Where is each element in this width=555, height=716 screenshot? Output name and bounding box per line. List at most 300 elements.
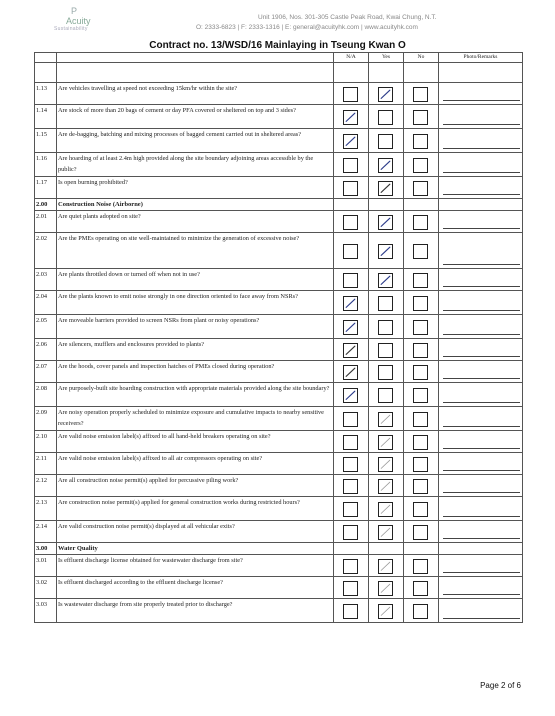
item-question: Are vehicles travelling at speed not exceeding 15km/hr within the site? [57,83,334,105]
item-number: 2.14 [35,521,57,543]
checkbox-na[interactable] [343,525,358,540]
checklist-row [35,291,523,315]
item-question: Are valid noise emission label(s) affixed to all hand-held breakers operating on site? [57,431,334,453]
check-mark-icon [379,605,392,618]
checkbox-yes[interactable] [378,581,393,596]
item-number: 1.17 [35,177,57,199]
item-number: 2.02 [35,233,57,269]
checkbox-cell-na [334,577,369,599]
checkbox-na[interactable] [343,244,358,259]
item-number: 3.03 [35,599,57,623]
check-mark-icon [344,366,357,379]
item-question: Are purposely-built site hoarding construction with appropriate materials provided along the site boundary? [57,383,334,407]
item-number: 2.06 [35,339,57,361]
check-mark-icon [379,159,392,172]
check-mark-icon [344,297,357,310]
blank-cell [439,63,523,83]
checkbox-na[interactable] [343,365,358,380]
checkbox-cell-yes [369,153,404,177]
item-number: 2.03 [35,269,57,291]
checkbox-yes[interactable] [378,604,393,619]
remarks-line[interactable] [443,618,520,619]
checkbox-no[interactable] [413,87,428,102]
checkbox-cell-no [404,521,439,543]
item-number: 3.01 [35,555,57,577]
checkbox-no[interactable] [413,110,428,125]
item-number: 1.13 [35,83,57,105]
checkbox-cell-yes [369,315,404,339]
check-mark-icon [379,526,392,539]
remarks-cell [439,407,523,431]
checkbox-yes[interactable] [378,479,393,494]
remarks-cell [439,453,523,475]
checkbox-na[interactable] [343,559,358,574]
check-mark-icon [379,560,392,573]
checkbox-cell-yes [369,83,404,105]
checklist-row [35,105,523,129]
checklist-row [35,269,523,291]
checkbox-cell-no [404,555,439,577]
check-mark-icon [379,458,392,471]
item-question: Are the plants known to emit noise strongly in one direction oriented to face away from NSRs? [57,291,334,315]
checkbox-cell-yes [369,383,404,407]
checkbox-cell-na [334,177,369,199]
checkbox-cell-no [404,497,439,521]
checkbox-cell-yes [369,105,404,129]
checkbox-cell-yes [369,291,404,315]
checkbox-na[interactable] [343,87,358,102]
checkbox-cell-no [404,269,439,291]
checkbox-cell-no [404,577,439,599]
item-question: Are valid construction noise permit(s) displayed at all vehicular exits? [57,521,334,543]
checkbox-na[interactable] [343,296,358,311]
item-number: 1.15 [35,129,57,153]
checkbox-cell-no [404,233,439,269]
document-title: Contract no. 13/WSD/16 Mainlaying in Tseung Kwan O [149,40,406,51]
section-title: Construction Noise (Airborne) [57,199,334,211]
checklist-row [35,555,523,577]
checkbox-cell-na [334,233,369,269]
checkbox-na[interactable] [343,320,358,335]
item-number: 2.09 [35,407,57,431]
section-empty-cell [334,199,369,211]
checkbox-cell-na [334,105,369,129]
checkbox-no[interactable] [413,604,428,619]
section-empty-cell [404,199,439,211]
checkbox-cell-na [334,269,369,291]
logo-name: Acuity [66,16,91,26]
item-question: Are noisy operation properly scheduled to minimize exposure and cumulative impacts to nearby sensitive receivers? [57,407,334,431]
checkbox-no[interactable] [413,388,428,403]
checkbox-no[interactable] [413,134,428,149]
blank-cell [35,63,57,83]
item-number: 2.05 [35,315,57,339]
checkbox-cell-yes [369,497,404,521]
remarks-line[interactable] [443,334,520,335]
checkbox-cell-yes [369,577,404,599]
checkbox-yes[interactable] [378,388,393,403]
checkbox-cell-yes [369,339,404,361]
checkbox-cell-yes [369,129,404,153]
item-question: Is effluent discharged according to the effluent discharge license? [57,577,334,599]
header-question-cell [57,53,334,63]
section-empty-cell [334,543,369,555]
checklist-row [35,177,523,199]
remarks-line[interactable] [443,426,520,427]
checkbox-cell-no [404,453,439,475]
check-mark-icon [379,88,392,101]
checkbox-no[interactable] [413,412,428,427]
remarks-cell [439,315,523,339]
item-question: Are silencers, mufflers and enclosures provided to plants? [57,339,334,361]
check-mark-icon [344,111,357,124]
remarks-line[interactable] [443,124,520,125]
remarks-cell [439,211,523,233]
checkbox-cell-na [334,129,369,153]
item-number: 1.14 [35,105,57,129]
remarks-cell [439,497,523,521]
remarks-cell [439,269,523,291]
blank-cell [334,63,369,83]
checkbox-cell-no [404,291,439,315]
checkbox-no[interactable] [413,581,428,596]
checkbox-no[interactable] [413,273,428,288]
page-number: Page 2 of 6 [480,681,521,690]
checkbox-no[interactable] [413,158,428,173]
checkbox-cell-no [404,153,439,177]
remarks-line[interactable] [443,572,520,573]
checkbox-no[interactable] [413,181,428,196]
checklist-row [35,315,523,339]
checkbox-yes[interactable] [378,457,393,472]
checkbox-yes[interactable] [378,110,393,125]
remarks-cell [439,577,523,599]
item-number: 1.16 [35,153,57,177]
item-number: 2.13 [35,497,57,521]
checkbox-yes[interactable] [378,244,393,259]
remarks-cell [439,555,523,577]
checkbox-yes[interactable] [378,435,393,450]
checkbox-cell-yes [369,233,404,269]
remarks-cell [439,431,523,453]
checkbox-cell-yes [369,521,404,543]
checkbox-yes[interactable] [378,525,393,540]
check-mark-icon [379,245,392,258]
checkbox-na[interactable] [343,388,358,403]
checkbox-yes[interactable] [378,273,393,288]
checkbox-cell-na [334,555,369,577]
item-question: Are quiet plants adopted on site? [57,211,334,233]
checkbox-na[interactable] [343,273,358,288]
remarks-cell [439,83,523,105]
checkbox-no[interactable] [413,244,428,259]
checkbox-no[interactable] [413,479,428,494]
checkbox-yes[interactable] [378,412,393,427]
remarks-cell [439,233,523,269]
remarks-cell [439,383,523,407]
checkbox-no[interactable] [413,457,428,472]
item-number: 2.04 [35,291,57,315]
logo-mark-icon: P [71,6,78,16]
checkbox-cell-no [404,361,439,383]
checkbox-cell-no [404,407,439,431]
item-number: 2.07 [35,361,57,383]
item-question: Is wastewater discharge from site properly treated prior to discharge? [57,599,334,623]
remarks-line[interactable] [443,356,520,357]
checkbox-cell-yes [369,269,404,291]
remarks-line[interactable] [443,378,520,379]
checklist-row [35,599,523,623]
checklist-row [35,497,523,521]
checkbox-no[interactable] [413,215,428,230]
remarks-line[interactable] [443,594,520,595]
checkbox-yes[interactable] [378,158,393,173]
section-number: 3.00 [35,543,57,555]
checkbox-na[interactable] [343,110,358,125]
checkbox-na[interactable] [343,215,358,230]
item-question: Are stock of more than 20 bags of cement or day PFA covered or sheltered on top and 3 sides? [57,105,334,129]
checkbox-cell-na [334,497,369,521]
checkbox-na[interactable] [343,479,358,494]
remarks-cell [439,599,523,623]
item-number: 2.08 [35,383,57,407]
check-mark-icon [379,582,392,595]
checkbox-cell-na [334,453,369,475]
section-number: 2.00 [35,199,57,211]
checkbox-cell-yes [369,431,404,453]
checkbox-cell-na [334,383,369,407]
remarks-line[interactable] [443,100,520,101]
checklist-row [35,233,523,269]
item-question: Are construction noise permit(s) applied for general construction works during restricted hours? [57,497,334,521]
checkbox-cell-no [404,431,439,453]
checkbox-cell-yes [369,475,404,497]
remarks-line[interactable] [443,310,520,311]
header-yes: Yes [369,53,404,63]
checkbox-no[interactable] [413,559,428,574]
checkbox-yes[interactable] [378,559,393,574]
check-mark-icon [379,274,392,287]
checkbox-yes[interactable] [378,502,393,517]
checkbox-no[interactable] [413,343,428,358]
checkbox-yes[interactable] [378,87,393,102]
checklist-row [35,83,523,105]
check-mark-icon [379,413,392,426]
checkbox-cell-no [404,105,439,129]
checkbox-na[interactable] [343,412,358,427]
checkbox-cell-yes [369,599,404,623]
check-mark-icon [344,389,357,402]
item-question: Are valid noise emission label(s) affixed to all air compressors operating on site? [57,453,334,475]
checkbox-cell-no [404,599,439,623]
remarks-line[interactable] [443,448,520,449]
checklist-row [35,211,523,233]
checklist-row [35,407,523,431]
checkbox-na[interactable] [343,604,358,619]
checkbox-na[interactable] [343,502,358,517]
checkbox-no[interactable] [413,525,428,540]
checkbox-no[interactable] [413,435,428,450]
checkbox-no[interactable] [413,320,428,335]
item-question: Are the PMEs operating on site well-maintained to minimize the generation of excessive noise? [57,233,334,269]
checkbox-cell-no [404,383,439,407]
blank-cell [404,63,439,83]
checkbox-cell-yes [369,177,404,199]
checklist-row [35,361,523,383]
remarks-cell [439,291,523,315]
remarks-cell [439,105,523,129]
checklist-row [35,431,523,453]
checkbox-no[interactable] [413,365,428,380]
section-header-row [35,543,523,555]
item-number: 2.11 [35,453,57,475]
checkbox-na[interactable] [343,435,358,450]
checkbox-cell-no [404,339,439,361]
header-no: No [404,53,439,63]
checkbox-na[interactable] [343,158,358,173]
section-empty-cell [439,199,523,211]
remarks-line[interactable] [443,194,520,195]
remarks-line[interactable] [443,538,520,539]
checklist-row [35,453,523,475]
item-number: 3.02 [35,577,57,599]
remarks-line[interactable] [443,264,520,265]
checkbox-cell-yes [369,555,404,577]
checkbox-na[interactable] [343,343,358,358]
checklist-row [35,475,523,497]
blank-cell [57,63,334,83]
remarks-line[interactable] [443,492,520,493]
section-empty-cell [439,543,523,555]
checklist-row [35,577,523,599]
remarks-cell [439,153,523,177]
company-logo [44,6,114,36]
header-remarks: Photo/Remarks [439,53,523,63]
check-mark-icon [379,216,392,229]
company-address: Unit 1906, Nos. 301-305 Castle Peak Road, Kwai Chung, N.T. [258,14,437,21]
checklist-row [35,129,523,153]
remarks-cell [439,177,523,199]
section-empty-cell [404,543,439,555]
check-mark-icon [379,503,392,516]
checkbox-cell-no [404,129,439,153]
check-mark-icon [379,182,392,195]
checkbox-na[interactable] [343,181,358,196]
section-header-row [35,199,523,211]
section-empty-cell [369,199,404,211]
checkbox-no[interactable] [413,296,428,311]
item-question: Are hoarding of at least 2.4m high provided along the site boundary adjoining areas accessible by the public? [57,153,334,177]
remarks-cell [439,475,523,497]
checkbox-yes[interactable] [378,134,393,149]
checkbox-cell-na [334,407,369,431]
logo-subtitle: Sustainability [54,26,88,32]
checkbox-na[interactable] [343,457,358,472]
remarks-line[interactable] [443,228,520,229]
checkbox-cell-na [334,211,369,233]
remarks-line[interactable] [443,470,520,471]
checkbox-cell-no [404,211,439,233]
section-title: Water Quality [57,543,334,555]
checkbox-no[interactable] [413,502,428,517]
checkbox-cell-na [334,291,369,315]
checkbox-cell-na [334,153,369,177]
checkbox-cell-na [334,475,369,497]
remarks-cell [439,521,523,543]
item-question: Are plants throttled down or turned off when not in use? [57,269,334,291]
checkbox-cell-yes [369,453,404,475]
item-number: 2.10 [35,431,57,453]
item-question: Are the hoods, cover panels and inspection hatches of PMEs closed during operation? [57,361,334,383]
checkbox-cell-na [334,599,369,623]
remarks-cell [439,339,523,361]
checkbox-cell-na [334,339,369,361]
checkbox-cell-na [334,315,369,339]
section-empty-cell [369,543,404,555]
item-question: Is open burning prohibited? [57,177,334,199]
checkbox-na[interactable] [343,581,358,596]
company-contact: O: 2333-6823 | F: 2333-1316 | E: general@acuityhk.com | www.acuityhk.com [196,24,418,31]
checkbox-cell-no [404,177,439,199]
item-question: Are de-bagging, batching and mixing processes of bagged cement carried out in sheltered areas? [57,129,334,153]
checkbox-cell-no [404,315,439,339]
checkbox-cell-no [404,83,439,105]
check-mark-icon [379,436,392,449]
column-header-row [35,53,523,63]
header-num-cell [35,53,57,63]
remarks-cell [439,129,523,153]
checkbox-cell-yes [369,211,404,233]
remarks-line[interactable] [443,286,520,287]
item-number: 2.01 [35,211,57,233]
checkbox-yes[interactable] [378,181,393,196]
checkbox-cell-no [404,475,439,497]
remarks-cell [439,361,523,383]
remarks-line[interactable] [443,148,520,149]
checkbox-cell-na [334,431,369,453]
checklist-row [35,153,523,177]
checklist-row [35,521,523,543]
checkbox-cell-yes [369,361,404,383]
remarks-line[interactable] [443,172,520,173]
checklist-row [35,383,523,407]
checkbox-yes[interactable] [378,343,393,358]
check-mark-icon [379,480,392,493]
item-number: 2.12 [35,475,57,497]
remarks-line[interactable] [443,402,520,403]
checkbox-na[interactable] [343,134,358,149]
blank-row [35,63,523,83]
checklist-table [34,52,523,623]
check-mark-icon [344,135,357,148]
checkbox-cell-na [334,83,369,105]
blank-cell [369,63,404,83]
remarks-line[interactable] [443,516,520,517]
header-na: N/A [334,53,369,63]
item-question: Are all construction noise permit(s) applied for percussive piling work? [57,475,334,497]
checkbox-yes[interactable] [378,215,393,230]
checkbox-yes[interactable] [378,320,393,335]
checkbox-yes[interactable] [378,365,393,380]
check-mark-icon [344,344,357,357]
checkbox-cell-yes [369,407,404,431]
item-question: Is effluent discharge license obtained for wastewater discharge from site? [57,555,334,577]
checkbox-cell-na [334,521,369,543]
checklist-row [35,339,523,361]
check-mark-icon [344,321,357,334]
checkbox-yes[interactable] [378,296,393,311]
item-question: Are moveable barriers provided to screen NSRs from plant or noisy operations? [57,315,334,339]
